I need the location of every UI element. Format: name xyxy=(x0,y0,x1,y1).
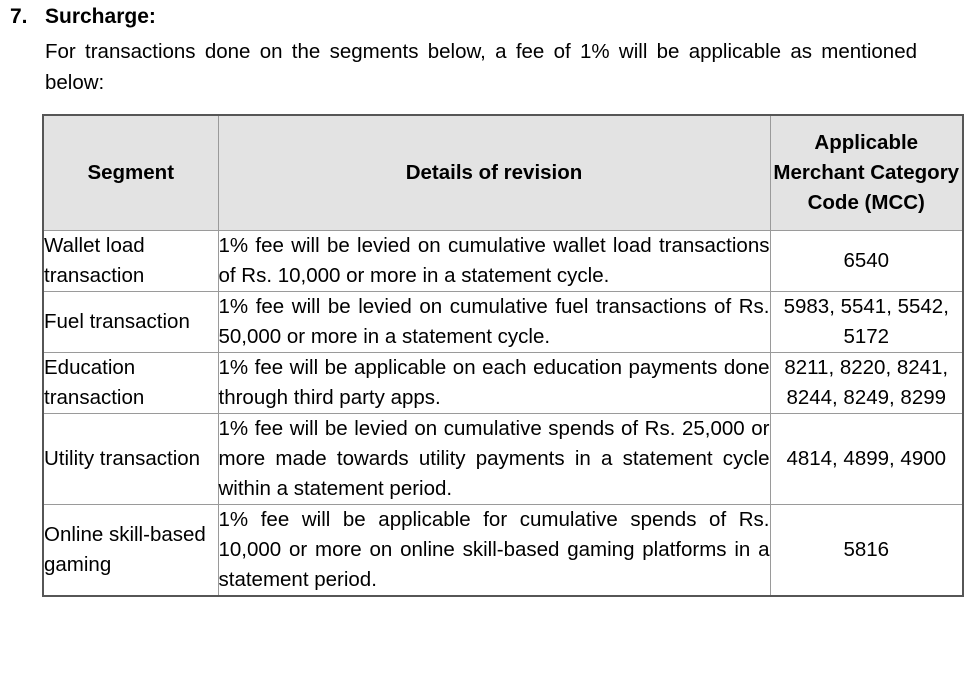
clause-body-text: For transactions done on the segments below, a fee of 1% will be applicable as mentioned below: xyxy=(45,40,917,94)
surcharge-table-container xyxy=(42,114,962,597)
cell-mcc: 5816 xyxy=(770,505,963,597)
table-header xyxy=(43,115,963,231)
table-row xyxy=(43,292,963,353)
cell-details xyxy=(218,231,770,292)
cell-details-text: 1% fee will be levied on cumulative fuel transactions of Rs. 50,000 or more in a statement cycle. xyxy=(218,295,770,348)
column-header-segment: Segment xyxy=(43,115,218,231)
table-header-row xyxy=(43,115,963,231)
cell-mcc: 5983, 5541, 5542, 5172 xyxy=(770,292,963,353)
cell-segment: Fuel transaction xyxy=(43,292,218,353)
cell-details xyxy=(218,353,770,414)
cell-segment: Online skill-based gaming xyxy=(43,505,218,597)
cell-details-text: 1% fee will be applicable on each education payments done through third party apps. xyxy=(218,356,770,409)
clause-number: 7. xyxy=(10,5,28,28)
table-row xyxy=(43,414,963,505)
cell-details xyxy=(218,292,770,353)
cell-mcc: 6540 xyxy=(770,231,963,292)
surcharge-table xyxy=(42,114,964,597)
cell-mcc: 4814, 4899, 4900 xyxy=(770,414,963,505)
cell-details xyxy=(218,414,770,505)
column-header-mcc: Applicable Merchant Category Code (MCC) xyxy=(770,115,963,231)
cell-details-text: 1% fee will be levied on cumulative spends of Rs. 25,000 or more made towards utility payments in a statement cycle within a statement period. xyxy=(218,417,770,500)
clause-7-surcharge xyxy=(0,0,965,94)
clause-heading xyxy=(0,0,965,30)
cell-mcc: 8211, 8220, 8241, 8244, 8249, 8299 xyxy=(770,353,963,414)
cell-segment: Education transaction xyxy=(43,353,218,414)
cell-details-text: 1% fee will be applicable for cumulative spends of Rs. 10,000 or more on online skill-based gaming platforms in a statement period. xyxy=(218,508,770,591)
table-row xyxy=(43,505,963,597)
table-row xyxy=(43,353,963,414)
table-row xyxy=(43,231,963,292)
cell-details-text: 1% fee will be levied on cumulative wallet load transactions of Rs. 10,000 or more in a statement cycle. xyxy=(218,234,770,287)
cell-segment: Wallet load transaction xyxy=(43,231,218,292)
clause-body-paragraph xyxy=(45,36,917,98)
column-header-details: Details of revision xyxy=(218,115,770,231)
cell-segment: Utility transaction xyxy=(43,414,218,505)
clause-title: Surcharge: xyxy=(45,5,156,28)
cell-details xyxy=(218,505,770,597)
table-body xyxy=(43,231,963,597)
